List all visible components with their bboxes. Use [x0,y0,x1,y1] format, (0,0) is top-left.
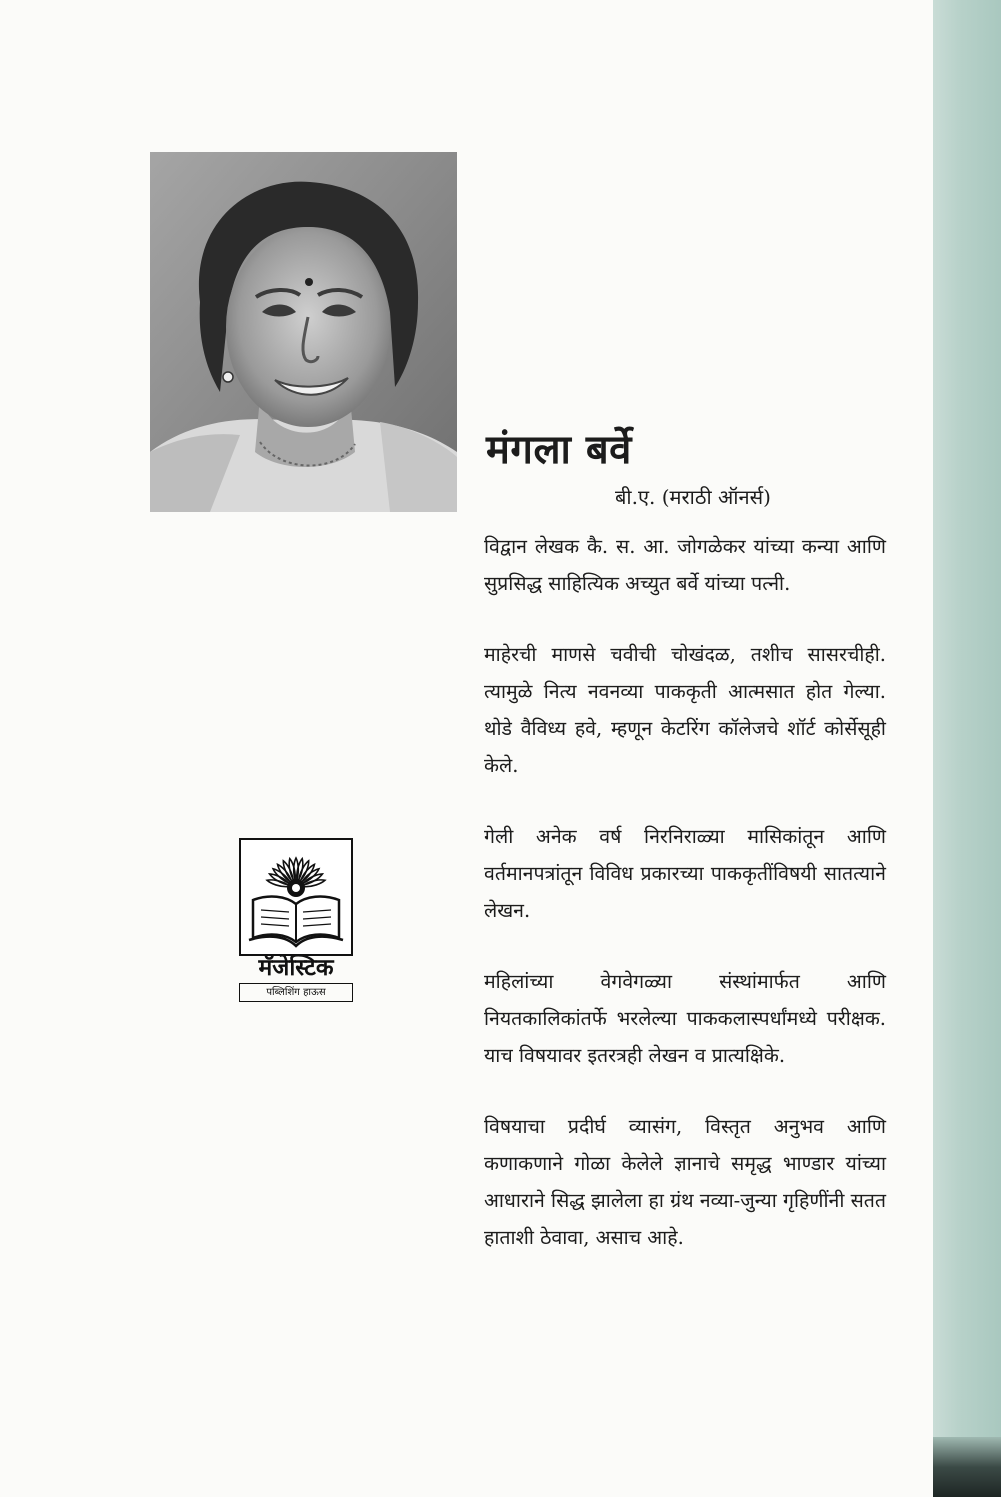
author-portrait-image [150,152,457,512]
author-bio [484,528,886,1290]
bio-paragraph: विषयाचा प्रदीर्घ व्यासंग, विस्तृत अनुभव आणि कणाकणाने गोळा केलेले ज्ञानाचे समृद्ध भाण्डार यांच्या आधाराने सिद्ध झालेला हा ग्रंथ नव्या-जुन्या गृहिणींनी सतत हाताशी ठेवावा, असाच आहे. [484,1115,887,1249]
author-name: मंगला बर्वे [486,426,632,473]
open-book-sunflower-icon [241,840,351,954]
book-spine-shadow [933,1437,1001,1497]
bio-paragraph: गेली अनेक वर्ष निरनिराळ्या मासिकांतून आणि वर्तमानपत्रांतून विविध प्रकारच्या पाककृतींविषयी सातत्याने लेखन. [484,825,886,922]
publisher-subtitle: पब्लिशिंग हाऊस [239,983,353,1002]
bio-paragraph: महिलांच्या वेगवेगळ्या संस्थांमार्फत आणि नियतकालिकांतर्फे भरलेल्या पाककलास्पर्धांमध्ये परीक्षक. याच विषयावर इतरत्रही लेखन व प्रात्यक्षिके. [484,970,886,1067]
author-degree: बी.ए. (मराठी ऑनर्स) [615,485,771,509]
book-spine [933,0,1001,1497]
publisher-name: मॅजेस्टिक [258,955,334,981]
publisher-logo-frame [239,838,353,956]
publisher-logo [239,838,353,1010]
author-photo [150,152,457,512]
bio-paragraph: विद्वान लेखक कै. स. आ. जोगळेकर यांच्या कन्या आणि सुप्रसिद्ध साहित्यिक अच्युत बर्वे यांच्या पत्नी. [484,535,886,595]
bio-paragraph: माहेरची माणसे चवीची चोखंदळ, तशीच सासरचीही. त्यामुळे नित्य नवनव्या पाककृती आत्मसात होत गेल्या. थोडे वैविध्य हवे, म्हणून केटरिंग कॉलेजचे शॉर्ट कोर्सेसूही केले. [484,643,886,777]
